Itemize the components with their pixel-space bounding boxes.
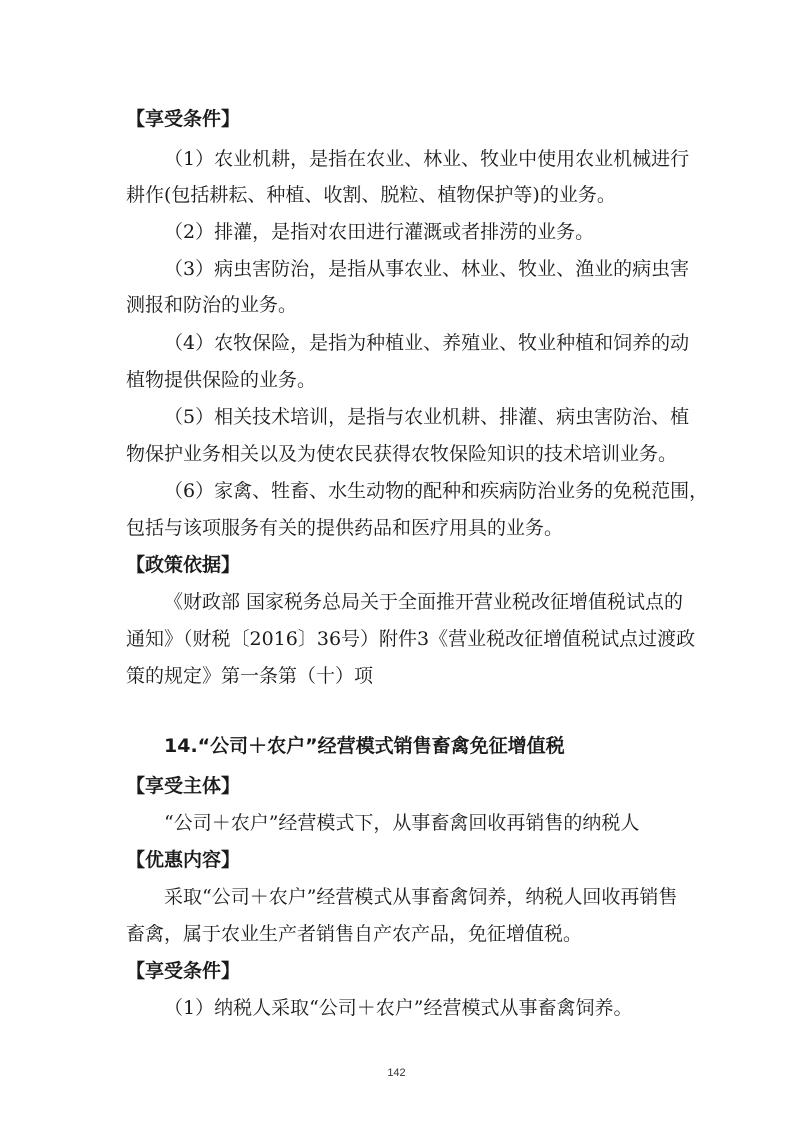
condition-item-6-line-1: （6）家禽、牲畜、水生动物的配种和疾病防治业务的免税范围， [164,480,709,502]
condition-item-4-line-2: 植物提供保险的业务。 [126,369,317,391]
subject-line-1: “公司＋农户”经营模式下，从事畜禽回收再销售的纳税人 [164,812,640,834]
condition-item-3-line-1: （3）病虫害防治，是指从事农业、林业、牧业、渔业的病虫害 [164,258,690,280]
policy-basis-heading: 【政策依据】 [126,554,241,576]
condition-item-1-line-1: （1）农业机耕，是指在农业、林业、牧业中使用农业机械进行 [164,148,690,170]
page-number: 142 [387,1067,406,1079]
benefit-line-1: 采取“公司＋农户”经营模式从事畜禽饲养，纳税人回收再销售 [164,886,678,908]
condition-item-3-line-2: 测报和防治的业务。 [126,294,298,316]
policy-basis-line-2: 通知》（财税〔2016〕36号）附件3《营业税改征增值税试点过渡政 [126,628,696,650]
subject-heading: 【享受主体】 [126,775,241,797]
condition-item-1-line-2: 耕作(包括耕耘、种植、收割、脱粒、植物保护等)的业务。 [126,184,616,206]
benefit-heading: 【优惠内容】 [126,849,241,871]
condition-14-item-1: （1）纳税人采取“公司＋农户”经营模式从事畜禽饲养。 [164,997,633,1019]
benefit-line-2: 畜禽，属于农业生产者销售自产农产品，免征增值税。 [126,923,583,945]
condition-item-4-line-1: （4）农牧保险，是指为种植业、养殖业、牧业种植和饲养的动 [164,332,690,354]
condition-item-2: （2）排灌，是指对农田进行灌溉或者排涝的业务。 [164,221,595,243]
conditions-heading-14: 【享受条件】 [126,960,241,982]
condition-item-6-line-2: 包括与该项服务有关的提供药品和医疗用具的业务。 [126,517,564,539]
condition-item-5-line-2: 物保护业务相关以及为使农民获得农牧保险知识的技术培训业务。 [126,443,678,465]
condition-item-5-line-1: （5）相关技术培训，是指与农业机耕、排灌、病虫害防治、植 [164,406,690,428]
policy-basis-line-1: 《财政部 国家税务总局关于全面推开营业税改征增值税试点的 [164,591,684,613]
conditions-heading: 【享受条件】 [126,108,241,130]
policy-basis-line-3: 策的规定》第一条第（十）项 [126,665,374,687]
section-14-title: 14.“公司＋农户”经营模式销售畜禽免征增值税 [164,735,565,757]
